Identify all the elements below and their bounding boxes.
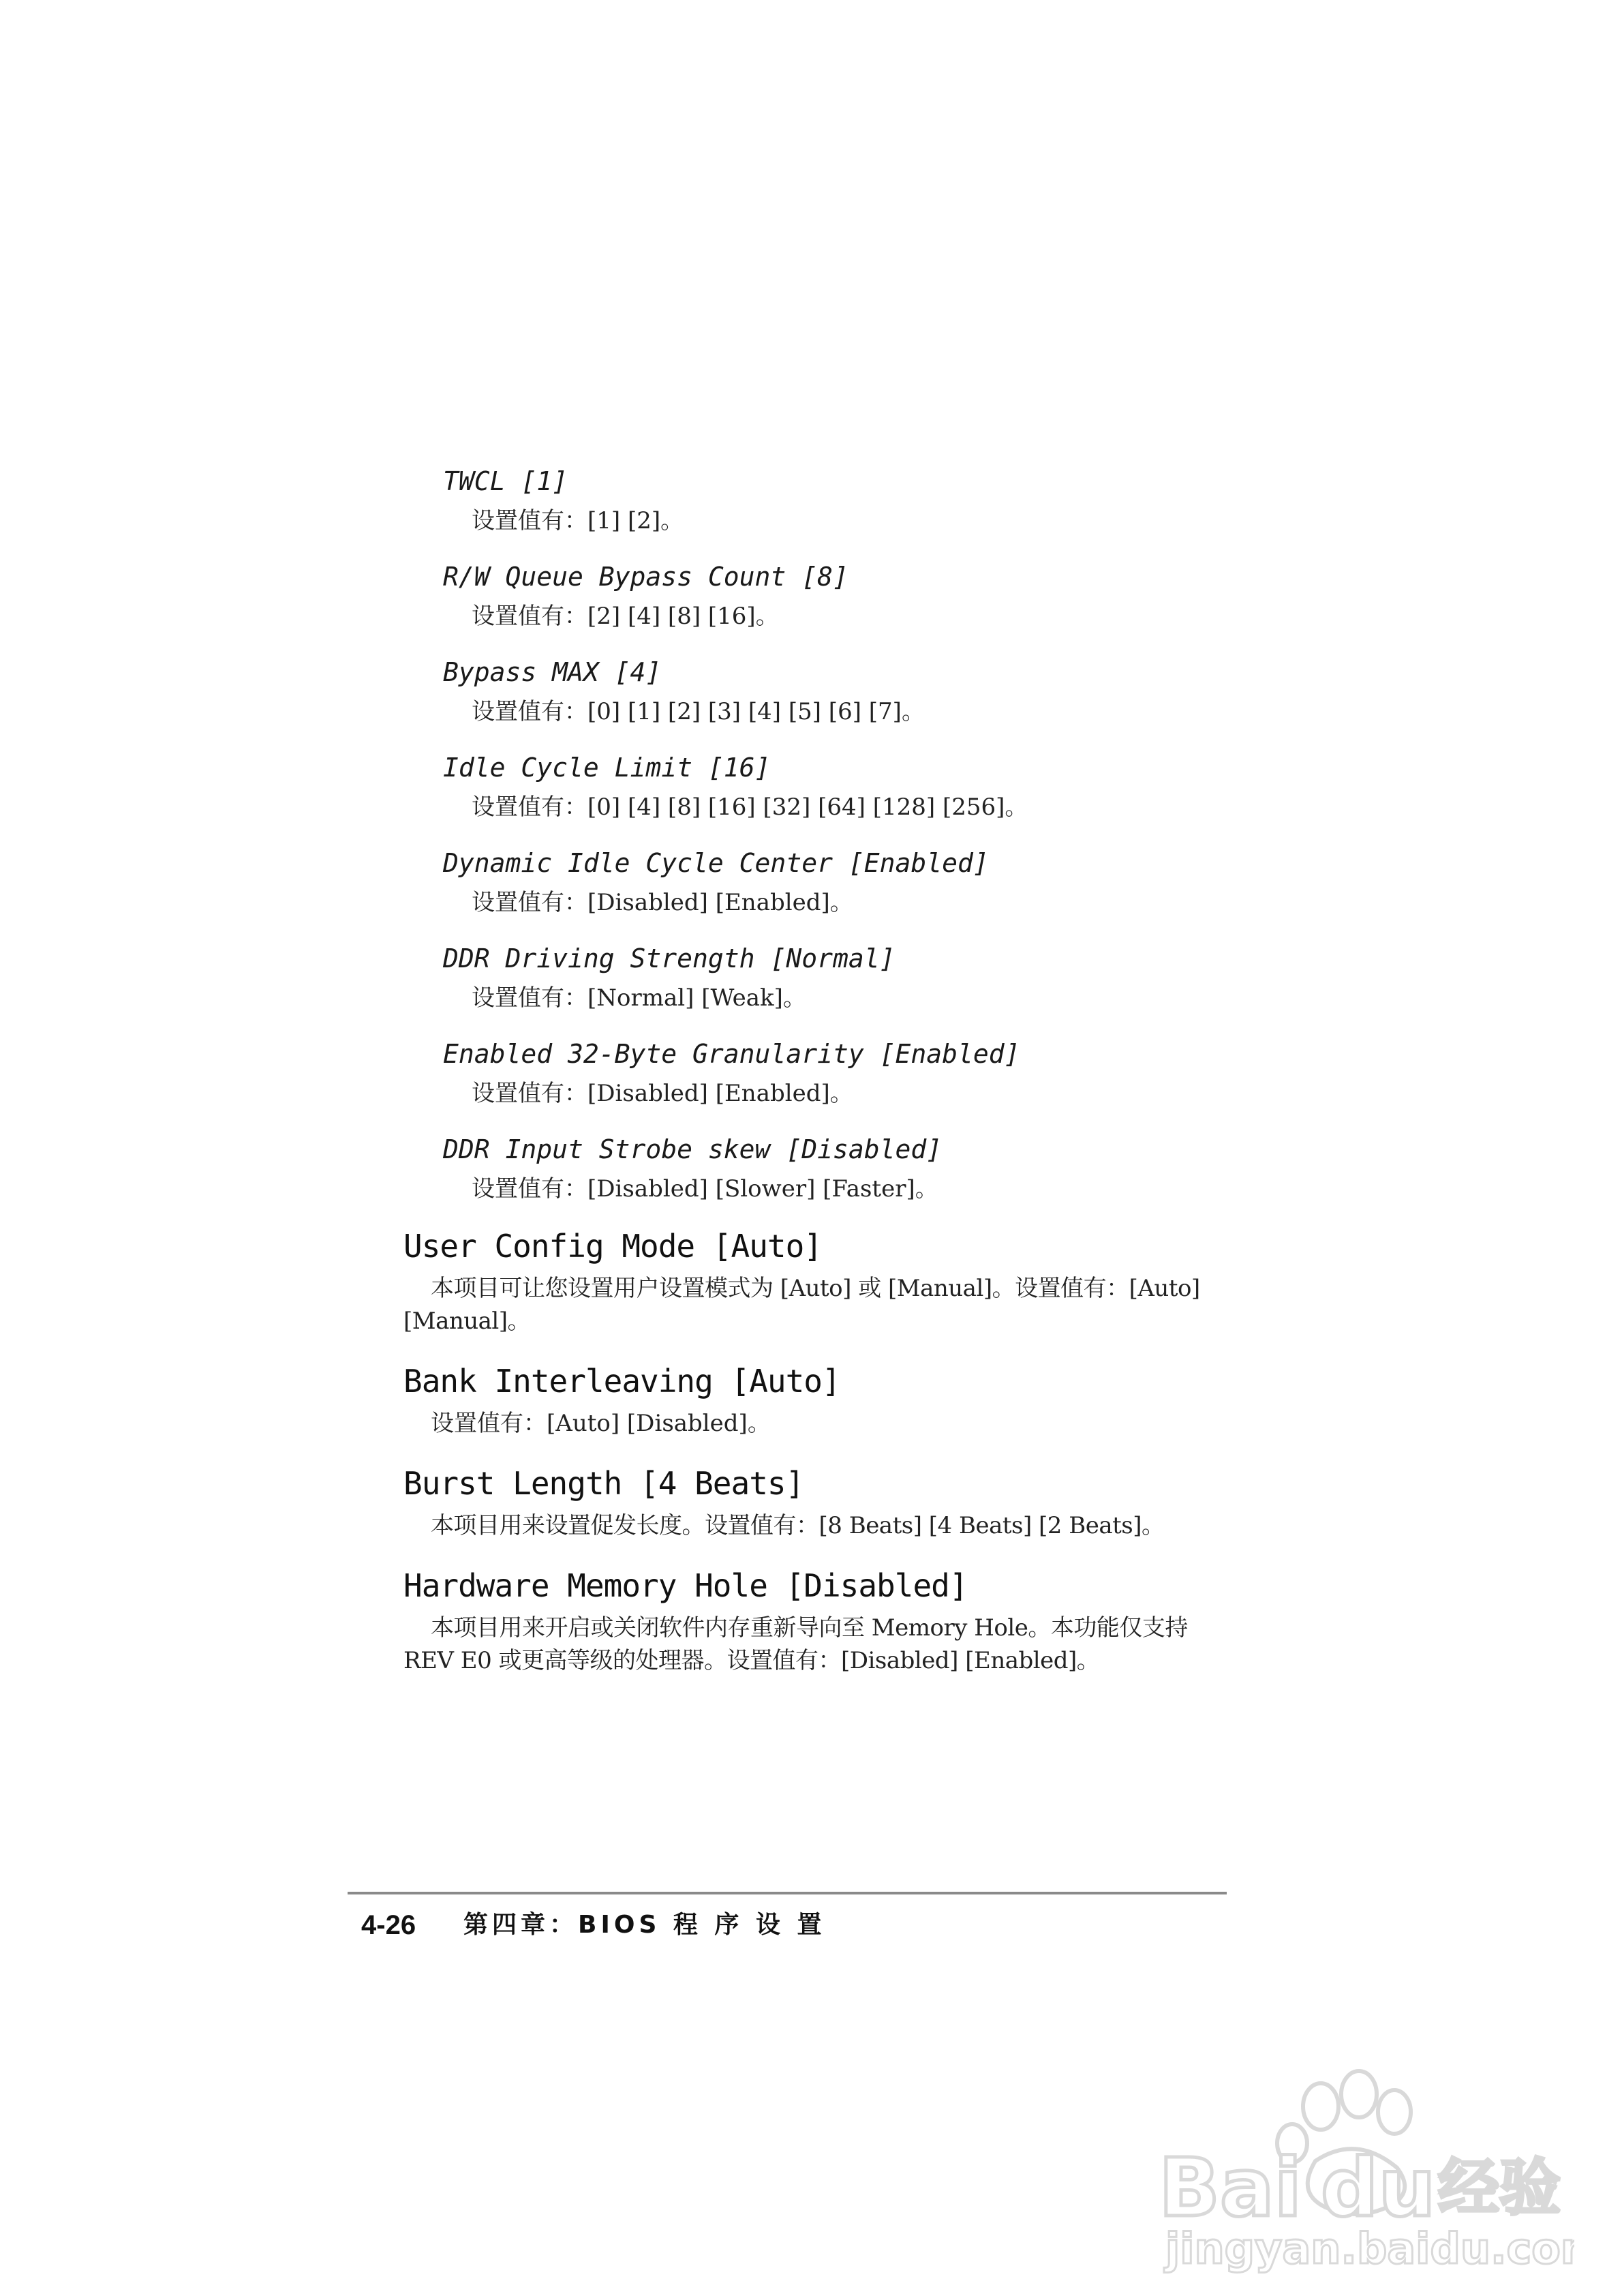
section-description: 本项目用来设置促发长度。设置值有：[8 Beats] [4 Beats] [2 Beats]。 <box>431 1512 1165 1539</box>
setting-options: 设置值有：[1] [2]。 <box>472 507 684 534</box>
section-description: 设置值有：[Auto] [Disabled]。 <box>431 1410 771 1437</box>
setting-title: Idle Cycle Limit [16] <box>443 753 771 783</box>
setting-title: TWCL [1] <box>443 466 568 496</box>
setting-bypass-max <box>443 656 1397 728</box>
setting-options: 设置值有：[0] [4] [8] [16] [32] [64] [128] [256]。 <box>472 794 1028 821</box>
setting-ddr-input-strobe-skew <box>443 1133 1397 1205</box>
setting-options: 设置值有：[Normal] [Weak]。 <box>472 984 806 1012</box>
setting-hardware-memory-hole <box>403 1567 1228 1677</box>
setting-options: 设置值有：[Disabled] [Enabled]。 <box>472 889 853 916</box>
setting-options: 设置值有：[Disabled] [Enabled]。 <box>472 1080 853 1107</box>
setting-options: 设置值有：[0] [1] [2] [3] [4] [5] [6] [7]。 <box>472 698 925 725</box>
setting-title: DDR Driving Strength [Normal] <box>443 943 896 973</box>
setting-options: 设置值有：[2] [4] [8] [16]。 <box>472 603 779 630</box>
footer-divider <box>348 1892 1227 1894</box>
setting-burst-length <box>403 1464 1228 1542</box>
section-heading: User Config Mode [Auto] <box>403 1228 822 1265</box>
page-number: 4-26 <box>361 1910 416 1940</box>
svg-text:jingyan.baidu.com: jingyan.baidu.com <box>1165 2224 1574 2274</box>
setting-title: Enabled 32-Byte Granularity [Enabled] <box>443 1039 1020 1069</box>
setting-bank-interleaving <box>403 1362 1228 1440</box>
setting-title: Dynamic Idle Cycle Center [Enabled] <box>443 848 989 878</box>
svg-text:du: du <box>1321 2141 1436 2235</box>
section-description: 本项目用来开启或关闭软件内存重新导向至 Memory Hole。本功能仅支持 REV E0 或更高等级的处理器。设置值有：[Disabled] [Enabled]。 <box>403 1614 1188 1674</box>
setting-rw-queue-bypass-count <box>443 560 1397 633</box>
section-heading: Hardware Memory Hole [Disabled] <box>403 1567 968 1604</box>
paw-logo-icon <box>1152 2059 1574 2277</box>
setting-title: R/W Queue Bypass Count [8] <box>443 562 848 592</box>
setting-ddr-driving-strength <box>443 942 1397 1014</box>
svg-text:Bai: Bai <box>1159 2141 1302 2235</box>
setting-title: DDR Input Strobe skew [Disabled] <box>443 1134 943 1164</box>
baidu-jingyan-watermark <box>1152 2059 1574 2277</box>
chapter-title: 第四章：BIOS 程 序 设 置 <box>463 1911 826 1939</box>
setting-user-config-mode <box>403 1227 1228 1338</box>
setting-twcl <box>443 465 1397 537</box>
setting-idle-cycle-limit <box>443 751 1397 824</box>
section-heading: Burst Length [4 Beats] <box>403 1465 804 1502</box>
setting-options: 设置值有：[Disabled] [Slower] [Faster]。 <box>472 1175 938 1203</box>
setting-title: Bypass MAX [4] <box>443 657 662 687</box>
setting-32-byte-granularity <box>443 1038 1397 1110</box>
setting-dynamic-idle-cycle-center <box>443 847 1397 919</box>
section-description: 本项目可让您设置用户设置模式为 [Auto] 或 [Manual]。设置值有：[Auto] [Manual]。 <box>403 1275 1200 1335</box>
section-heading: Bank Interleaving [Auto] <box>403 1363 840 1400</box>
svg-text:经验: 经验 <box>1438 2152 1561 2224</box>
